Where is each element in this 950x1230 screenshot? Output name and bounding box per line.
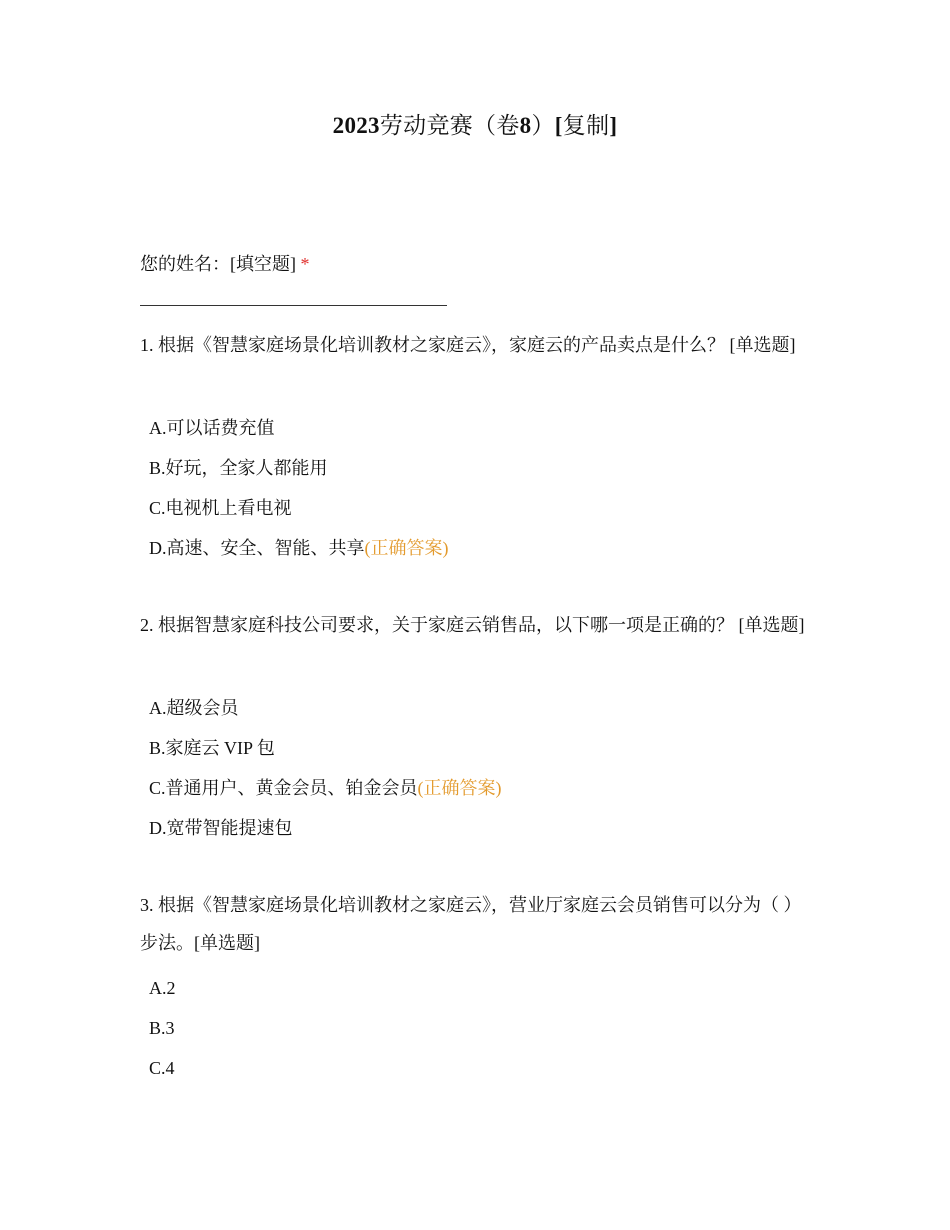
option-label: D.高速、安全、智能、共享 (149, 538, 365, 558)
option-label: B.家庭云 VIP 包 (149, 738, 275, 758)
title-copy-label: 复制 (562, 113, 610, 138)
question-3-option-a[interactable] (149, 974, 176, 1002)
question-2-option-d[interactable] (149, 814, 293, 842)
required-mark: * (300, 254, 310, 274)
option-label: A.2 (149, 978, 176, 998)
question-2-option-a[interactable] (149, 694, 239, 722)
title-number: 8 (519, 113, 532, 138)
title-bracket-open: [ (554, 113, 563, 138)
question-1-option-b[interactable] (149, 454, 328, 482)
option-label: C.4 (149, 1058, 175, 1078)
question-1-option-d[interactable] (149, 534, 449, 562)
option-label: D.宽带智能提速包 (149, 818, 293, 838)
question-3-option-c[interactable] (149, 1054, 175, 1082)
question-2-option-c[interactable] (149, 774, 502, 802)
correct-answer-tag: (正确答案) (417, 778, 502, 798)
name-input-line[interactable] (140, 305, 447, 306)
option-label: B.3 (149, 1018, 175, 1038)
title-text-after: ） (531, 113, 555, 138)
question-1-text: 1. 根据《智慧家庭场景化培训教材之家庭云》，家庭云的产品卖点是什么？ [单选题] (140, 335, 796, 355)
title-bracket-close: ] (609, 113, 618, 138)
correct-answer-tag: (正确答案) (364, 538, 449, 558)
option-label: A.可以话费充值 (149, 418, 275, 438)
question-3-option-b[interactable] (149, 1014, 175, 1042)
option-label: C.普通用户、黄金会员、铂金会员 (149, 778, 418, 798)
option-label: B.好玩，全家人都能用 (149, 458, 328, 478)
title-text-before: 劳动竞赛（卷 (379, 113, 520, 138)
question-2-option-b[interactable] (149, 734, 275, 762)
name-field-label-text: 您的姓名：[填空题] (140, 254, 296, 274)
question-3-text: 3. 根据《智慧家庭场景化培训教材之家庭云》，营业厅家庭云会员销售可以分为（ ）步法。[单选题] (140, 895, 802, 953)
title-year: 2023 (332, 113, 380, 138)
option-label: A.超级会员 (149, 698, 239, 718)
option-label: C.电视机上看电视 (149, 498, 292, 518)
question-1-option-a[interactable] (149, 414, 275, 442)
name-field-label (140, 250, 310, 278)
page-title (0, 108, 950, 144)
question-2-text: 2. 根据智慧家庭科技公司要求，关于家庭云销售品，以下哪一项是正确的？ [单选题] (140, 615, 805, 635)
question-1-option-c[interactable] (149, 494, 292, 522)
